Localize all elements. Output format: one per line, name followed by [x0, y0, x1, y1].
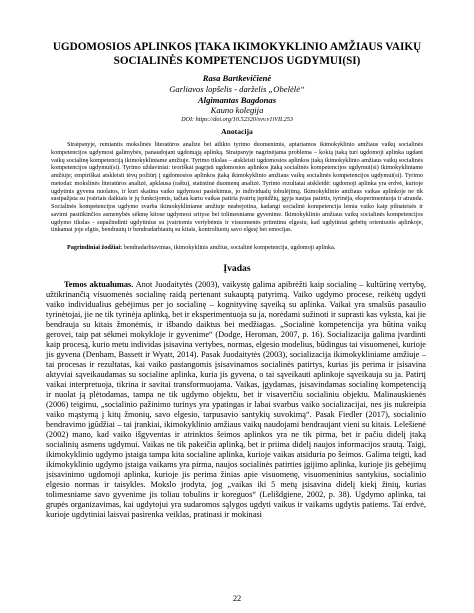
keywords-line	[51, 244, 423, 252]
author-name: Algimantas Bagdonas	[197, 94, 277, 105]
paper-title: UGDOMOSIOS APLINKOS ĮTAKA IKIMOKYKLINIO AMŽIAUS VAIKŲ SOCIALINĖS KOMPETENCIJOS UGDYMUI(SI)	[52, 41, 422, 67]
abstract-heading: Anotacija	[221, 127, 253, 136]
section-text: Anot Juodaitytės (2003), vaikystę galima apibrėžti kaip socialinę – kultūrinę vertybę, užtikrinančią visuomenės socialinę raidą pertenant sukauptą patyrimą. Vaiko ugdymo procese, reikėtų ugdyti vaiko individualius gebėjimus per jo socialinę – kognityvinę sąveiką su aplinka. Vaikai yra smalsūs pasaulio tyrinėtojai, jie ne tik tyrinėja aplinką, bet ir eksperimentuoja su ja, norėdami sužinoti ir suprasti kas vyksta, kai jie bendrauja su kitais žmonėmis, ir išbando daiktus bei medžiagas. „Socialinė kompetencija yra būtina vaikų gerovei, taip pat sėkmei mokykloje ir gyvenime“ (Dodge, Heroman, 2007, p. 16). Socializacija galima įvardinti kaip procesą, kurio metu individas įsisavina vertybes, normas, elgesio modelius, būdingus tai visuomenei, kurioje jis gyvena (Denham, Bassett ir Wyatt, 2014). Pasak Juodaitytės (2003), socializacija ikimokykliniame amžiuje – tai procesas ir rezultatas, kai vaiko pastangomis įsisavinamos socialinės patirtys, kurias jis perima ir įsisavina aktyviai sąveikaudamas su socialine aplinka, kuria jis gyvena, o tai sąveikauti aplinkoje sąveikauja su ja. Patirtį vaikai interpretuoja, tikrina ir savitai transformuojama. Vaikas, įgydamas, įsisavindamas socialinę kompetenciją ir nuolat ją plėtodamas, tampa ne tik ugdymo objektu, bet ir visavertčiu socialiniu objektu. Malinauskienės (2006) teigimu, „socialinio pažinimo turinys yra ypatingas ir labai svarbus vaiko socializacijai, nes jis nukreipia vaiko mąstymą į kitų žmonių, savo elgesio, tarpusavio santykių suvokimą“. Pasak Fiedler (2017), socialinio bendravimo įgūdžiai – tai įrankiai, ikimokyklinio amžiaus vaikų naudojami bendraujant vieni su kitais. Lelešienė (2002) mano, kad vaiko išgyventas ir atrinktos šeimos aplinkos yra ne tik pirma, bet ir pačiu didelį įtaką socialinių asmens ugdymui. Vaikas ne tik pakeičia aplinką, bet ir priima didelį naujos informacijos srautą. Taigi, ikimokyklinio ugdymo įstaiga tampa kita socialine aplinka, kurioje vaikas atsiduria po šeimos. Galima teigti, kad ikimokyklinio ugdymo įstaiga vaikams yra pirma, naujos socialinės patirties įgijimo aplinka, kurioje jis gebėjimų įsisavinimo ugdomoji aplinka, kurioje jis perima žinias apie visuomenę, visuomeninius santykius, socialinio elgesio normas ir taisykles. Mokslo jrodyta, jog „vaikas iki 5 metų įsisavina didelį kiekį žinių, kurias tolimesniame savo gyvenime jis toliau tobulins ir koreguos“ (Lelišdgiene, 2002, p. 38). Ugdymo aplinka, tai grupės organizavimas, kai ugdytojui yra sudaromos sąlygos ugdyti vaikus ir vaikams ugdytis patiems. Tai erdvė, kurioje ugdytiniai laisvai pasirenka veiklas, pratinasi ir mokinasi	[46, 280, 426, 519]
author-block	[40, 73, 434, 124]
page-number: 22	[232, 594, 242, 603]
keywords-text: bendradarbiavimas, ikimokyklinis amžius, socialinė kompetencija, ugdomoji aplinka.	[122, 244, 336, 251]
section-heading: Įvadas	[223, 263, 251, 274]
author-affiliation: Garliavos lopšelis - darželis „Obelėlė“	[169, 83, 305, 94]
doi-link[interactable]: DOI: https://doi.org/10.52320/svv.v1iVII.253	[181, 116, 293, 124]
author-affiliation: Kauno kolegija	[210, 105, 264, 116]
section-lead: Temos aktualumas.	[64, 280, 134, 289]
author-name: Rasa Bartkevičienė	[202, 73, 272, 83]
abstract-text: Straipsnyje, remiantis mokslinės literatūros analize bei atlikto tyrimo duomenimis, aptariamos ikimokyklinio amžiaus vaikų socialinės kompetencijos ugdymosi galimybės, panaudojant ugdomąją aplinką. Straipsnyje nagrinėjama problema – kokią įtaką turi ugdomoji aplinka ugdant vaikų socialinę kompetenciją ikimokykliniame amžiuje. Tyrimo tikslas – atskleisti ugdomosios aplinkos įtaką ikimokyklinio amžiaus vaikų socialinės kompetencijos ugdymui(si). Tyrimo uždaviniai: teoriškai pagrįsti ugdomosios aplinkos įtaką socialinės kompetencijos ugdymui(si) ikimokykliniame amžiuje; empiriškai atskleisti tėvų požiūrį į ugdomosios aplinkos įtaką ikimokyklinio amžiaus vaikų socialinės kompetencijos ugdymui(si). Tyrimo metodai: mokslinės literatūros analizė, apklausa (raštu), statistinė duomenų analizė. Tyrimo rezultatai atskleidė: ugdomoji aplinka yra erdvė, kurioje ugdytinis gyvena nuolatos, ir kuri skatina vaiko ugdymosi pasiekimus, jo individualų tobulėjimą. Ikimokyklinio amžiaus vaikas aplinkoje ne tik susipažįsta su įvairiais daiktais ir jų funkcijomis, tačiau kartu vaikas patiria įvairių įspūdžių, įgyja naujas patirtis, tyrinėja, eksperimentuoja ir atranda. Socialinės kompetencijos ugdymo svarba ikimokykliniame amžiuje neabejotina, kadangi socialinė kompetencija lemia vaiko kaip pilnateisės ir savimi pasitikinčios asmenybės sėkmę kitose ugdymosi srityse bei tolimesniame gyvenime. Ikimokyklinio amžiaus vaikų socialinės kompetencijos ugdymo tikslas - supažindinti ugdytinius su įvairiomis vertybėmis ir visuomenės priimtinu elgesiu, kad ugdytiniai gebėtų orientuotis aplinkoje, tinkamai joje elgtis, bendrautų ir bendradarbiautų su kitais, kontroliuotų savo elgesį bei emocijas.	[51, 141, 423, 234]
section-body	[46, 280, 426, 520]
keywords-label: Pagrindiniai žodžiai:	[67, 244, 123, 251]
